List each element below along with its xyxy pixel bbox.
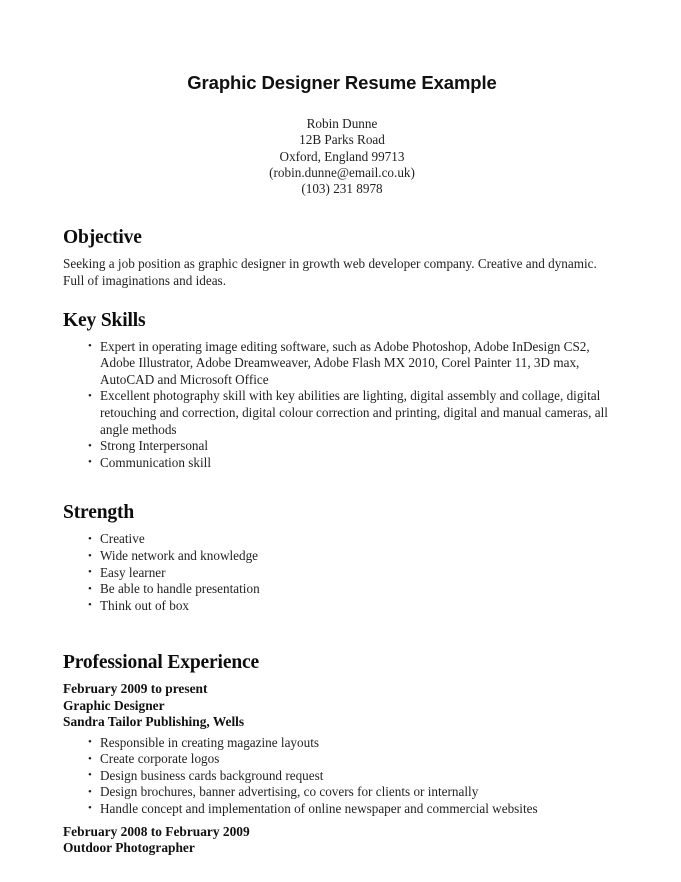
- section-strength: [63, 502, 621, 614]
- section-heading-strength: Strength: [63, 502, 135, 524]
- job-duties-list: [63, 735, 621, 818]
- job-dates: February 2009 to present: [63, 681, 208, 697]
- section-heading-professional-experience: Professional Experience: [63, 652, 260, 674]
- list-item: • Communication skill: [63, 455, 621, 472]
- list-item: • Strong Interpersonal: [63, 438, 621, 455]
- list-item: • Expert in operating image editing software, such as Adobe Photoshop, Adobe InDesign CS2, Adobe Illustrator, Adobe Dreamweaver, Adobe Flash MX 2010, Corel Painter 11, 3D max, AutoCAD and Microsoft Office: [63, 339, 621, 389]
- job-entry: [63, 824, 621, 857]
- job-employer: Sandra Tailor Publishing, Wells: [63, 714, 245, 730]
- job-entry: [63, 681, 621, 817]
- key-skills-list: [63, 339, 621, 472]
- list-item: • Handle concept and implementation of online newspaper and commercial websites: [63, 801, 621, 818]
- contact-block: [63, 116, 621, 197]
- list-item: • Wide network and knowledge: [63, 548, 621, 565]
- list-item: • Think out of box: [63, 598, 621, 615]
- section-heading-key-skills: Key Skills: [63, 309, 146, 331]
- list-item: • Design business cards background request: [63, 768, 621, 785]
- strength-list: [63, 531, 621, 614]
- contact-street: 12B Parks Road: [299, 132, 385, 148]
- list-item: • Design brochures, banner advertising, co covers for clients or internally: [63, 784, 621, 801]
- spacer: [63, 491, 621, 502]
- section-heading-objective: Objective: [63, 227, 142, 249]
- section-key-skills: [63, 310, 621, 472]
- page-title: Graphic Designer Resume Example: [187, 72, 497, 93]
- job-dates: February 2008 to February 2009: [63, 823, 250, 839]
- list-item: • Easy learner: [63, 565, 621, 582]
- job-title: Outdoor Photographer: [63, 839, 195, 855]
- list-item: • Creative: [63, 531, 621, 548]
- list-item: • Create corporate logos: [63, 751, 621, 768]
- section-objective: [63, 227, 621, 289]
- job-title: Graphic Designer: [63, 697, 165, 713]
- contact-email: (robin.dunne@email.co.uk): [269, 164, 415, 180]
- objective-text: Seeking a job position as graphic designer in growth web developer company. Creative and dynamic. Full of imaginations and ideas.: [63, 256, 597, 289]
- list-item: • Excellent photography skill with key abilities are lighting, digital assembly and collage, digital retouching and correction, digital colour correction and printing, digital and manual cameras, all angle methods: [63, 388, 621, 438]
- contact-phone: (103) 231 8978: [301, 181, 383, 197]
- contact-city-region-zip: Oxford, England 99713: [279, 148, 405, 164]
- list-item: • Be able to handle presentation: [63, 581, 621, 598]
- spacer: [63, 634, 621, 652]
- list-item: • Responsible in creating magazine layouts: [63, 735, 621, 752]
- section-professional-experience: [63, 652, 621, 856]
- contact-name: Robin Dunne: [306, 116, 378, 131]
